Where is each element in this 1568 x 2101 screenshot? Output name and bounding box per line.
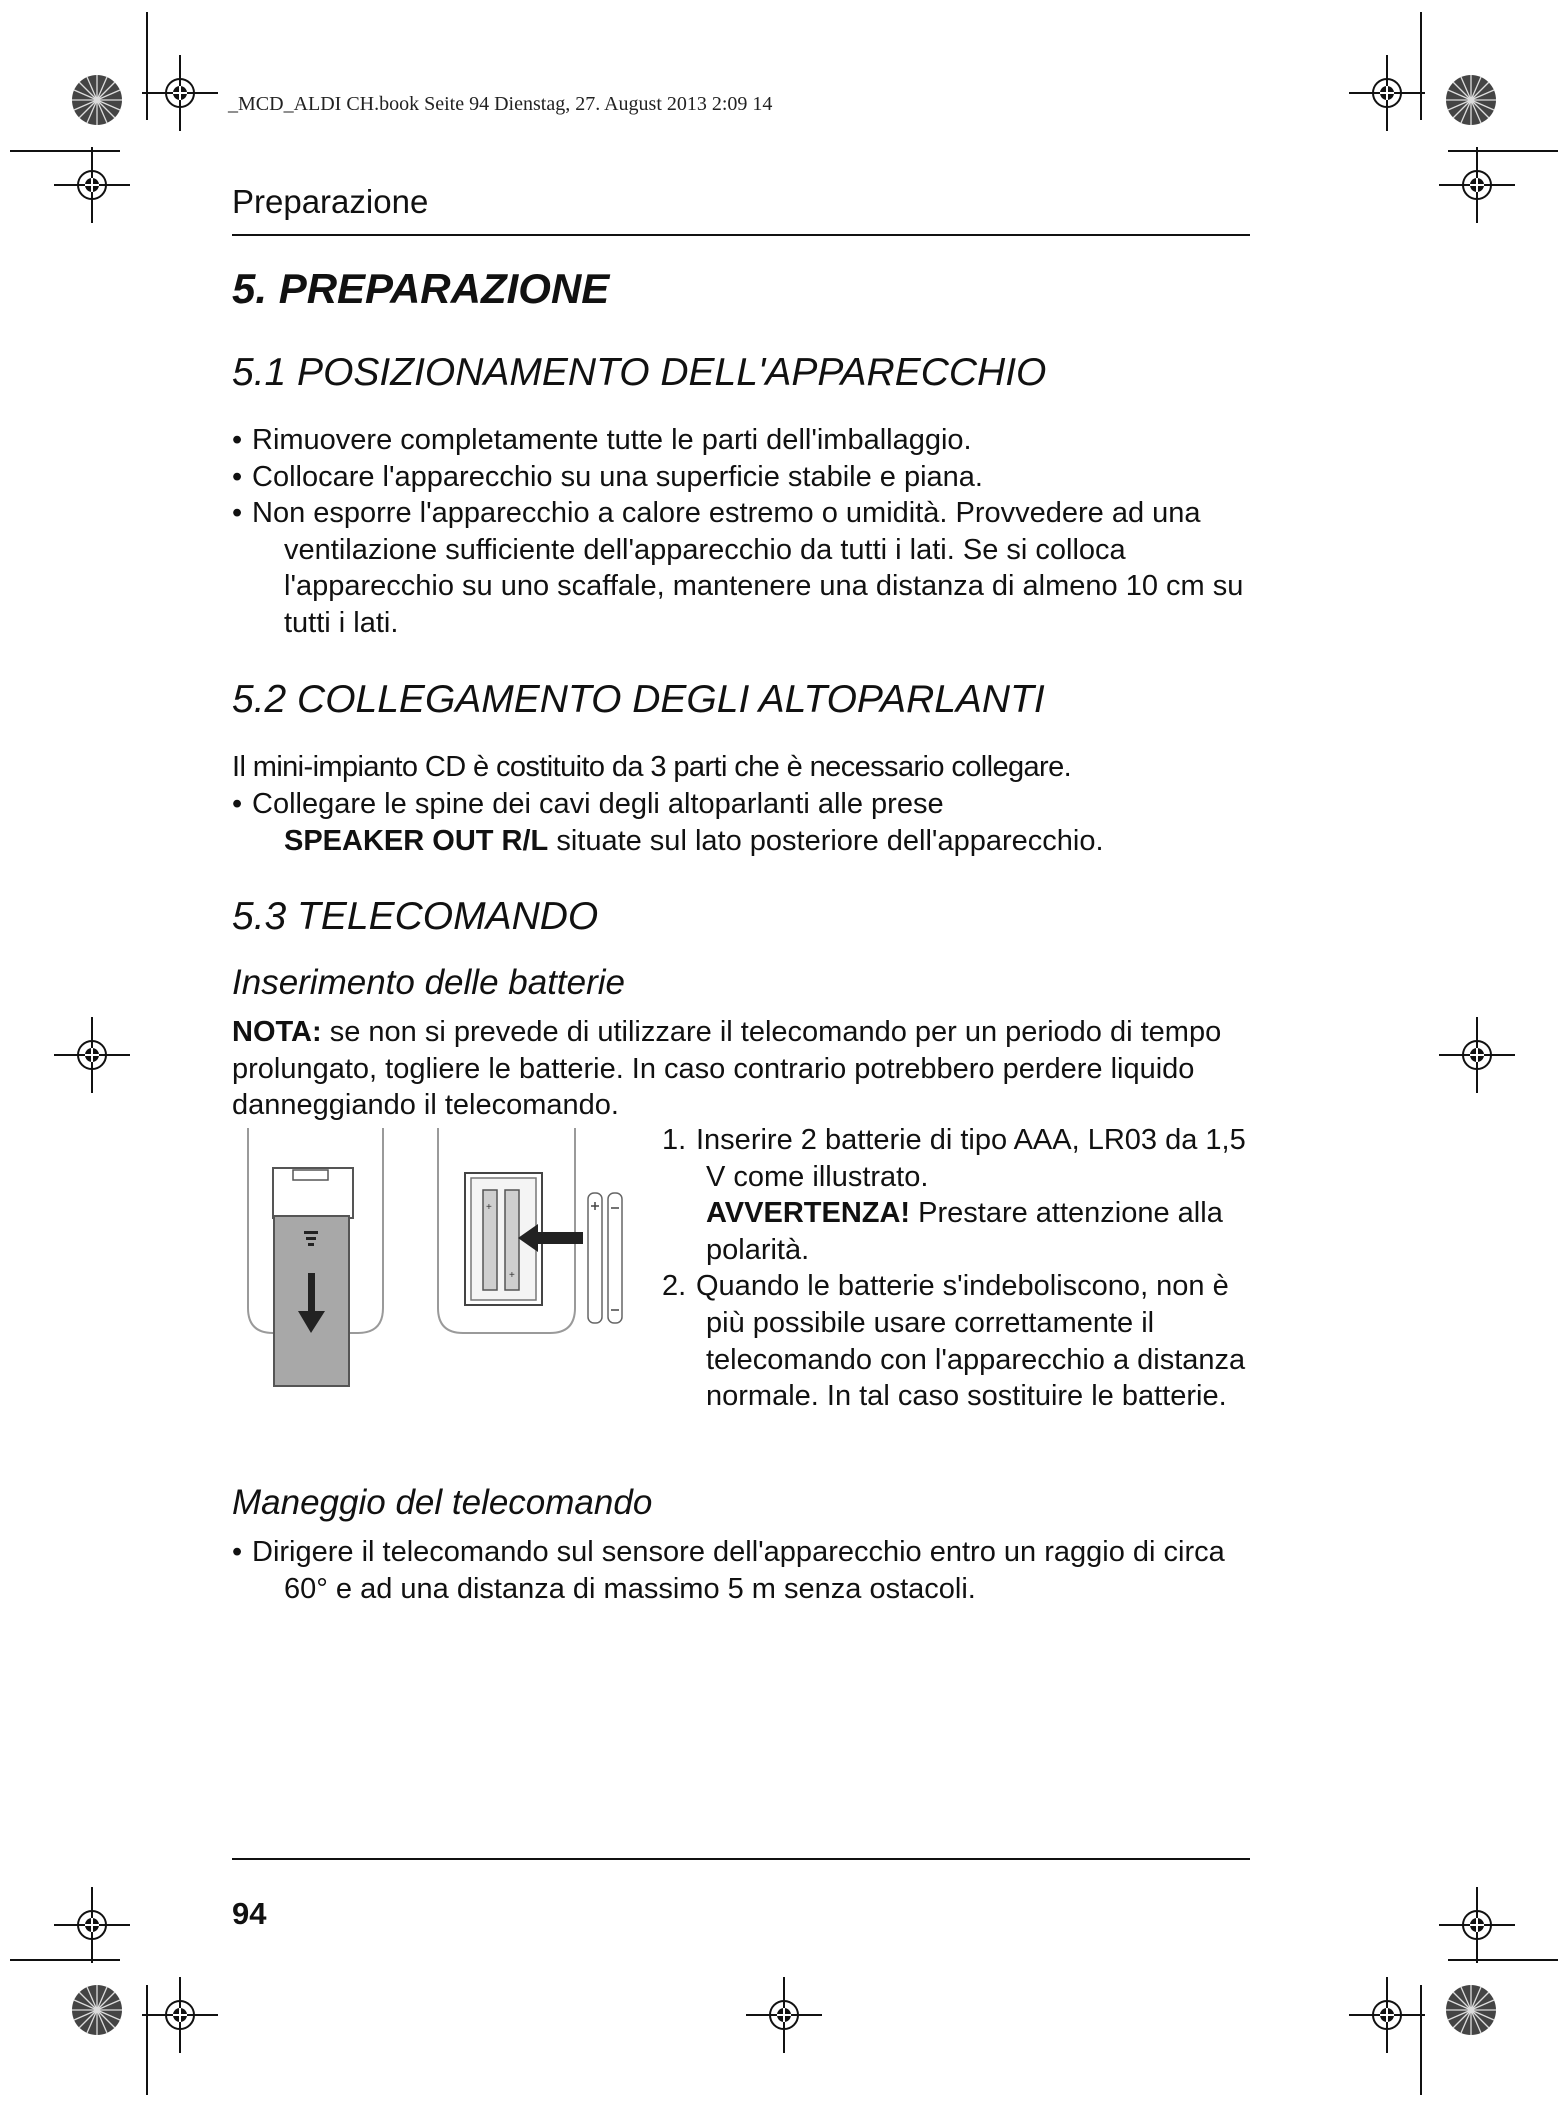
page-number: 94 bbox=[232, 1896, 267, 1931]
header-rule bbox=[232, 234, 1250, 236]
list-item: • Collegare le spine dei cavi degli altoparlanti alle prese SPEAKER OUT R/L situate sul lato posteriore dell'apparecchio. bbox=[232, 788, 1104, 857]
list-item: • Non esporre l'apparecchio a calore estremo o umidità. Provvedere ad una ventilazione sufficiente dell'apparecchio da tutti i lati. Se si colloca l'apparecchio su uno scaffale, mantenere una distanza di almeno 10 cm su tutti i lati. bbox=[232, 497, 1244, 639]
battery-steps bbox=[662, 1122, 1262, 1415]
subsection-battery-title: Inserimento delle batterie bbox=[232, 963, 625, 1002]
list-item: • Dirigere il telecomando sul sensore dell'apparecchio entro un raggio di circa 60° e ad una distanza di massimo 5 m senza ostacoli. bbox=[232, 1536, 1225, 1605]
list-item: • Rimuovere completamente tutte le parti dell'imballaggio. bbox=[232, 424, 972, 456]
svg-text:+: + bbox=[486, 1202, 492, 1213]
section-5-3-title: 5.3 TELECOMANDO bbox=[232, 895, 599, 938]
handling-list bbox=[232, 1534, 1257, 1607]
subsection-handling-title: Maneggio del telecomando bbox=[232, 1483, 653, 1522]
section-5-2-intro: Il mini-impianto CD è costituito da 3 parti che è necessario collegare. bbox=[232, 751, 1072, 783]
list-item: • Collocare l'apparecchio su una superficie stabile e piana. bbox=[232, 460, 983, 493]
print-slug: _MCD_ALDI CH.book Seite 94 Dienstag, 27. August 2013 2:09 14 bbox=[228, 93, 773, 115]
svg-text:+: + bbox=[509, 1270, 515, 1281]
running-head: Preparazione bbox=[232, 183, 429, 220]
section-5-2-title: 5.2 COLLEGAMENTO DEGLI ALTOPARLANTI bbox=[232, 678, 1045, 721]
chapter-title: 5. PREPARAZIONE bbox=[232, 265, 610, 312]
section-5-2-list bbox=[232, 786, 1257, 859]
note-paragraph: NOTA: se non si prevede di utilizzare il telecomando per un periodo di tempo prolungato, togliere le batterie. In caso contrario potrebbero perdere liquido danneggiando il telecomando. bbox=[232, 1016, 1222, 1122]
footer-rule bbox=[232, 1858, 1250, 1860]
list-item: 2. Quando le batterie s'indeboliscono, non è più possibile usare correttamente il telecomando con l'apparecchio a distanza normale. In tal caso sostituire le batterie. bbox=[662, 1270, 1246, 1413]
section-5-1-list bbox=[232, 422, 1257, 642]
list-item: 1. Inserire 2 batterie di tipo AAA, LR03 da 1,5 V come illustrato. AVVERTENZA! Prestare attenzione alla polarità. bbox=[662, 1124, 1246, 1266]
battery-illustration bbox=[238, 1128, 638, 1390]
section-5-1-title: 5.1 POSIZIONAMENTO DELL'APPARECCHIO bbox=[232, 351, 1047, 394]
